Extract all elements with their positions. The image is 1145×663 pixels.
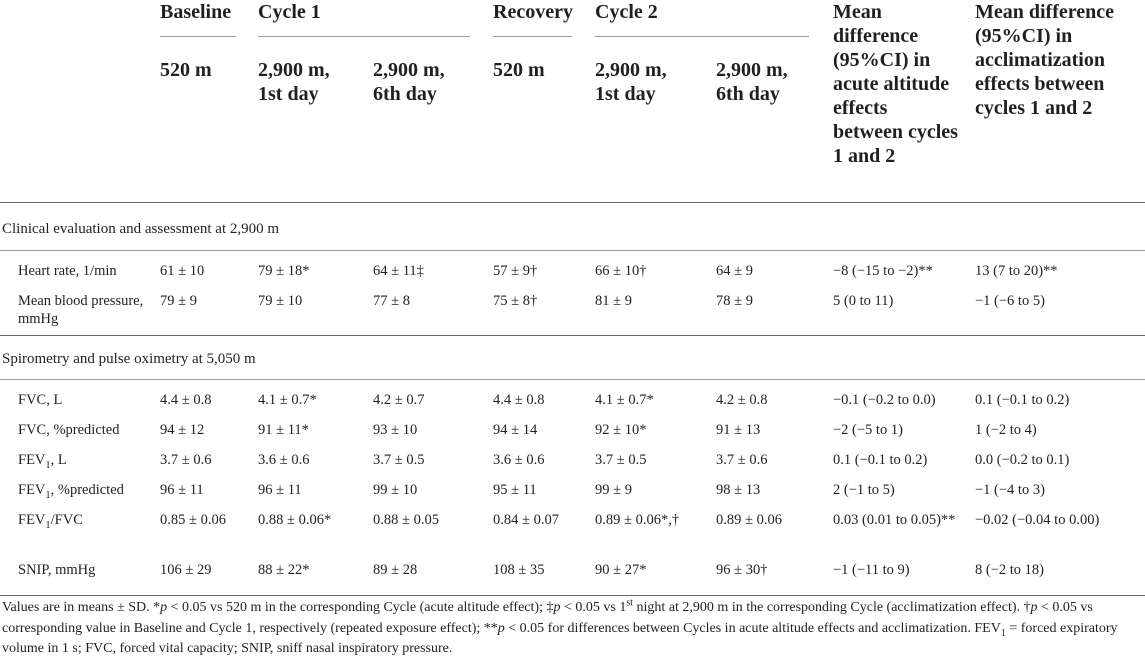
header-rule-cycle-1 [258, 36, 470, 37]
row-label: $FEV_1$, L [18, 452, 67, 471]
table-cell: 90 ± 27* [595, 562, 647, 578]
subheader-baseline: 520 m [160, 59, 212, 81]
header-rule-cycle-2 [595, 36, 809, 37]
table-cell: 66 ± 10† [595, 263, 647, 279]
table-cell: 99 ± 9 [595, 482, 632, 498]
table-cell: 78 ± 9 [716, 293, 753, 309]
table-cell: 8 (−2 to 18) [975, 562, 1044, 578]
header-cycle-2: Cycle 2 [595, 1, 658, 23]
table-cell: 0.84 ± 0.07 [493, 512, 559, 528]
table-cell: 0.89 ± 0.06*,† [595, 512, 680, 528]
table-cell: 91 ± 11* [258, 422, 309, 438]
table-cell: 2 (−1 to 5) [833, 482, 895, 498]
row-label: $FEV_1$, %predicted [18, 482, 124, 501]
table-cell: 5 (0 to 11) [833, 293, 894, 309]
table-cell: 92 ± 10* [595, 422, 647, 438]
table-cell: 93 ± 10 [373, 422, 418, 438]
table-cell: 1 (−2 to 4) [975, 422, 1037, 438]
table-cell: 0.0 (−0.2 to 0.1) [975, 452, 1070, 468]
row-label: $FEV_1$/FVC [18, 512, 83, 531]
section-title-spirometry: Spirometry and pulse oximetry at 5,050 m [2, 351, 256, 367]
table-cell: 3.6 ± 0.6 [493, 452, 545, 468]
table-cell: 64 ± 11‡ [373, 263, 424, 279]
table-cell: 0.03 (0.01 to 0.05)** [833, 512, 956, 528]
table-cell: 75 ± 8† [493, 293, 538, 309]
table-cell: 77 ± 8 [373, 293, 410, 309]
row-label: SNIP, mmHg [18, 562, 96, 578]
table-cell: 96 ± 11 [258, 482, 302, 498]
table-cell: 3.7 ± 0.6 [716, 452, 768, 468]
table-cell: 61 ± 10 [160, 263, 205, 279]
row-label: FVC, L [18, 392, 63, 408]
table-cell: 3.7 ± 0.5 [595, 452, 647, 468]
table-cell: 0.88 ± 0.06* [258, 512, 332, 528]
table-cell: 94 ± 12 [160, 422, 205, 438]
section-title-clinical: Clinical evaluation and assessment at 2,900 m [2, 221, 280, 237]
header-baseline: Baseline [160, 1, 232, 23]
table-cell: 94 ± 14 [493, 422, 538, 438]
table-cell: −0.1 (−0.2 to 0.0) [833, 392, 936, 408]
section-rule-clinical [0, 250, 1145, 251]
table-bottom-rule [0, 595, 1145, 596]
table-cell: 0.1 (−0.1 to 0.2) [833, 452, 928, 468]
table-cell: 3.6 ± 0.6 [258, 452, 310, 468]
table-cell: 106 ± 29 [160, 562, 212, 578]
table-cell: 99 ± 10 [373, 482, 418, 498]
table-cell: 108 ± 35 [493, 562, 545, 578]
subheader-cycle1-day1: 2,900 m, 1st day [258, 59, 330, 105]
table-footnote: Values are in means ± SD. *p < 0.05 vs 520 m in the corresponding Cycle (acute altitude effect); ‡p < 0.05 vs 1st night at 2,900 m in the corresponding Cycle (acclimatization effect). †p < 0.05 vs corresponding value in Baseline and Cycle 1, respectively (repeated exposure effect); **p < 0.05 for differences between Cycles in acute altitude effects and acclimatization. $FEV_1$ = forced expiratory volume in 1 s; FVC, forced vital capacity; SNIP, sniff nasal inspiratory pressure. [2, 597, 1118, 656]
table-cell: 91 ± 13 [716, 422, 761, 438]
subheader-recovery: 520 m [493, 59, 545, 81]
table-cell: 4.1 ± 0.7* [595, 392, 654, 408]
row-label: Mean blood pressure, mmHg [18, 293, 144, 327]
table-cell: 89 ± 28 [373, 562, 418, 578]
table-cell: 4.2 ± 0.8 [716, 392, 768, 408]
table-cell: 4.2 ± 0.7 [373, 392, 425, 408]
table-cell: 79 ± 18* [258, 263, 310, 279]
table-cell: 0.88 ± 0.05 [373, 512, 439, 528]
section-rule-spirometry [0, 379, 1145, 380]
table-cell: 0.89 ± 0.06 [716, 512, 782, 528]
table-cell: 79 ± 10 [258, 293, 303, 309]
header-mean-diff-acclimatization: Mean difference (95%CI) in acclimatization effects between cycles 1 and 2 [975, 1, 1115, 119]
table-cell: 64 ± 9 [716, 263, 753, 279]
table-cell: 0.1 (−0.1 to 0.2) [975, 392, 1070, 408]
table-cell: 95 ± 11 [493, 482, 537, 498]
header-rule-baseline [160, 36, 236, 37]
table-cell: 4.4 ± 0.8 [160, 392, 212, 408]
table-cell: 4.4 ± 0.8 [493, 392, 545, 408]
table-cell: 96 ± 11 [160, 482, 204, 498]
table-cell: 81 ± 9 [595, 293, 632, 309]
section-divider [0, 335, 1145, 336]
header-recovery: Recovery [493, 1, 573, 23]
subheader-cycle2-day6: 2,900 m, 6th day [716, 59, 788, 105]
table-cell: −0.02 (−0.04 to 0.00) [975, 512, 1100, 528]
table-cell: 13 (7 to 20)** [975, 263, 1058, 279]
table-cell: 57 ± 9† [493, 263, 538, 279]
table-cell: 88 ± 22* [258, 562, 310, 578]
table-cell: 79 ± 9 [160, 293, 197, 309]
row-label: FVC, %predicted [18, 422, 120, 438]
header-rule-recovery [493, 36, 572, 37]
table-cell: 98 ± 13 [716, 482, 761, 498]
table-cell: −2 (−5 to 1) [833, 422, 903, 438]
subheader-cycle1-day6: 2,900 m, 6th day [373, 59, 445, 105]
table-cell: 4.1 ± 0.7* [258, 392, 317, 408]
table-cell: 0.85 ± 0.06 [160, 512, 226, 528]
table-cell: 3.7 ± 0.6 [160, 452, 212, 468]
subheader-cycle2-day1: 2,900 m, 1st day [595, 59, 667, 105]
table-cell: −1 (−6 to 5) [975, 293, 1045, 309]
header-mean-diff-acute: Mean difference (95%CI) in acute altitude effects between cycles 1 and 2 [833, 1, 958, 167]
table-cell: −1 (−11 to 9) [833, 562, 910, 578]
table-cell: 96 ± 30† [716, 562, 768, 578]
header-bottom-rule [0, 202, 1145, 203]
row-label: Heart rate, 1/min [18, 263, 117, 279]
header-cycle-1: Cycle 1 [258, 1, 321, 23]
table-cell: 3.7 ± 0.5 [373, 452, 425, 468]
table-cell: −1 (−4 to 3) [975, 482, 1045, 498]
table-cell: −8 (−15 to −2)** [833, 263, 933, 279]
